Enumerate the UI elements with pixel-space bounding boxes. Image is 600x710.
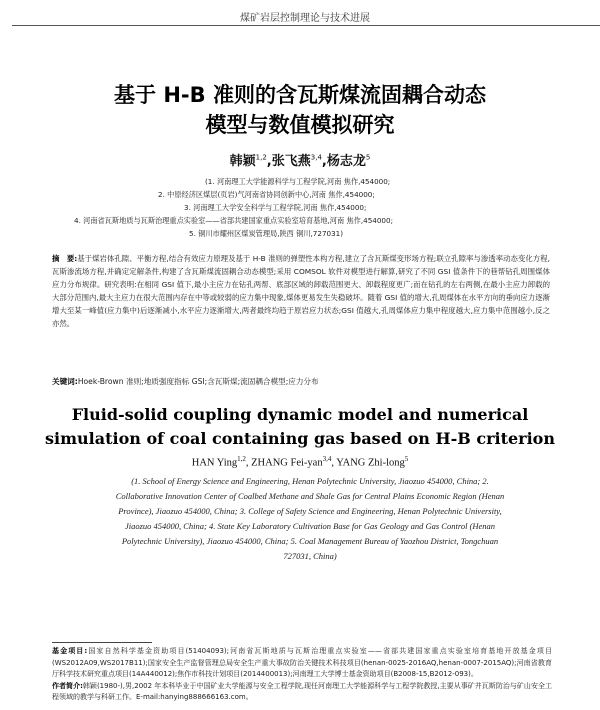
chinese-keywords [52, 376, 552, 388]
affiliation-3: 3. 河南理工大学安全科学与工程学院,河南 焦作,454000; [184, 203, 367, 212]
author-footnote [52, 681, 552, 704]
english-authors: HAN Ying$^{1,2}$, ZHANG Fei-yan$^{3,4}$, YANG Zhi-long$^5$ [191, 455, 409, 469]
abstract-text: 基于煤岩体孔隙、平衡方程,结合有效应力原理及基于 H-B 准则的弹塑性本构方程,建立了含瓦斯煤变形场方程;联立孔隙率与渗透率动态变化方程,瓦斯渗流场方程,并确定定解条件,构建了含瓦斯煤流固耦合动态模型;采用 COMSOL 软件对模型进行解算,研究了不同 GSI 值条件下的巷帮钻孔周围煤体应力分布规律。研究表明:在相同 GSI 值下,最小主应力在钻孔两帮、底部区域的卸载范围更大、卸载程度更广;而在钻孔的左右两侧,在最小主应力卸载的大部分范围内,最大主应力在很大范围内存在中等或较弱的应力集中现象,煤体更易发生失稳破坏。随着 GSI 值的增大,孔周煤体在水平方向的垂向应力逐渐增大至某一峰值(应力集中)后逐渐减小,水平应力逐渐增大,两者最终均趋于原岩应力状态;GSI 值越大,孔周煤体应力集中程度越大,应力集中范围越小,反之亦然。 [52, 254, 550, 328]
affiliation-2: 2. 中原经济区煤层(页岩)气河南省协同创新中心,河南 焦作,454000; [158, 190, 375, 199]
chinese-title-line-2: 模型与数值模拟研究 [205, 113, 395, 137]
author-name: 杨志龙 [326, 154, 366, 169]
author-sup: 1,2 [237, 455, 246, 463]
author-sup: 5 [404, 455, 409, 463]
english-affiliations: (1. School of Energy Science and Engineering, Henan Polytechnic University, Jiaozuo 454000, China; 2. Collaborative Innovation Center of Coalbed Methane and Shale Gas for Central Plains Economic Region (Henan Province), Jiaozuo 454000, China; 3. College of Safety Science and Engineering, Henan Polytechnic University, Jiaozuo 454000, China; 4. State Key Laboratory Cultivation Base for Gas Geology and Gas Control (Henan Polytechnic University), Jiaozuo 454000, China; 5. Coal Management Bureau of Yaozhou District, Tongchuan 727031, China) [115, 476, 505, 561]
footnote-rule [52, 642, 152, 643]
english-title-line-2: simulation of coal containing gas based on H-B criterion [45, 429, 555, 448]
chinese-title-line-1: 基于 H-B 准则的含瓦斯煤流固耦合动态 [114, 83, 486, 107]
author-name: 韩颖 [229, 154, 256, 169]
author-bio-label: 作者简介: [52, 681, 83, 690]
author-sup: 5 [365, 153, 371, 162]
author-bio-text: 韩颖(1980-),男,2002 年本科毕业于中国矿业大学能源与安全工程学院,现任河南理工大学能源科学与工程学院教授,主要从事矿井瓦斯防治与矿山安全工程领域的教学与科研工作。E-mail:hanying888666163.com。 [52, 681, 552, 701]
english-title-line-1: Fluid-solid coupling dynamic model and numerical [71, 405, 529, 424]
fund-label: 基金项目: [52, 647, 88, 655]
affiliation-5: 5. 铜川市耀州区煤炭管理局,陕西 铜川,727031) [189, 229, 344, 238]
author-sup: 1,2 [255, 153, 267, 162]
author-name: YANG Zhi-long [336, 457, 405, 469]
fund-footnote [52, 646, 552, 681]
footnotes [52, 646, 552, 704]
affiliation-1: (1. 河南理工大学能源科学与工程学院,河南 焦作,454000; [205, 177, 391, 186]
abstract-label: 摘 要: [52, 254, 78, 263]
author-name: HAN Ying [191, 457, 238, 469]
fund-text: 国家自然科学基金资助项目(51404093);河南省瓦斯地质与瓦斯治理重点实验室——省部共建国家重点实验室培育基地开放基金项目(WS2012A09,WS2017B11);国家安全生产监督管理总局安全生产重大事故防治关键技术科技项目(henan-0025-2016AQ,henan-0007-2015AQ);河南省教育厅科学技术研究重点项目(14A440012);焦作市科技计划项目(2014400013);河南理工大学博士基金资助项目(B2008-15,B2012-093)。 [52, 647, 552, 678]
author-name: ZHANG Fei-yan [251, 457, 323, 469]
chinese-title [0, 80, 600, 140]
chinese-authors: 韩颖$^{1,2}$,张飞燕$^{3,4}$,杨志龙$^5$ [229, 153, 371, 169]
keywords-label: 关键词: [52, 377, 78, 386]
author-sup: 3,4 [310, 153, 322, 162]
chinese-affiliations [0, 175, 600, 240]
author-sup: 3,4 [322, 455, 332, 463]
affiliation-4: 4. 河南省瓦斯地质与瓦斯治理重点实验室——省部共建国家重点实验室培育基地,河南 焦作,454000; [74, 216, 393, 225]
chinese-abstract [52, 252, 550, 330]
running-header [0, 0, 600, 22]
journal-name: 煤矿岩层控制理论与技术进展 [240, 13, 370, 24]
header-rule [12, 25, 600, 26]
keywords-text: Hoek-Brown 准则;地质强度指标 GSI;含瓦斯煤;流固耦合模型;应力分布 [77, 377, 319, 386]
author-name: 张飞燕 [271, 154, 311, 169]
english-title [0, 403, 600, 451]
